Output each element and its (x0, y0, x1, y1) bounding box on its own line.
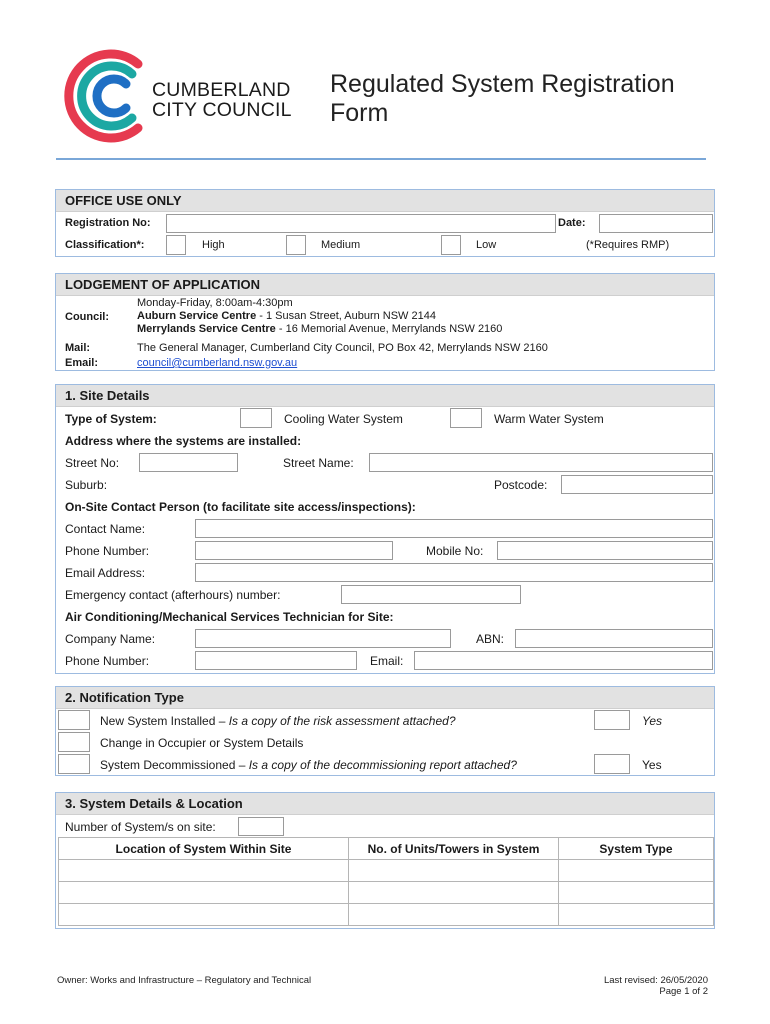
type-of-system-row (56, 407, 714, 429)
auburn-centre-address: - 1 Susan Street, Auburn NSW 2144 (256, 310, 436, 322)
mobile-input[interactable] (497, 541, 713, 560)
decommissioned-text (100, 758, 517, 772)
units-cell[interactable] (349, 882, 559, 904)
system-type-cell[interactable] (559, 904, 714, 926)
registration-row (56, 212, 714, 234)
suburb-row (56, 473, 714, 495)
phone-number-label: Phone Number: (65, 544, 150, 558)
contact-heading-row (56, 495, 714, 517)
date-input[interactable] (599, 214, 713, 233)
system-type-cell[interactable] (559, 882, 714, 904)
decommissioning-yes-checkbox[interactable] (594, 754, 630, 774)
auburn-centre (137, 310, 502, 323)
title-line-1: Regulated System Registration (330, 70, 675, 98)
council-logo-text (152, 80, 292, 120)
low-label: Low (476, 239, 497, 251)
cooling-water-checkbox[interactable] (240, 408, 272, 428)
footer-owner: Owner: Works and Infrastructure – Regulatory and Technical (57, 975, 312, 986)
merrylands-centre-name: Merrylands Service Centre (137, 323, 276, 335)
medium-checkbox[interactable] (286, 235, 306, 255)
title-line-2: Form (330, 99, 389, 127)
site-details-heading: 1. Site Details (56, 385, 714, 407)
low-checkbox[interactable] (441, 235, 461, 255)
new-system-row (56, 709, 714, 731)
tech-phone-input[interactable] (195, 651, 357, 670)
contact-heading: On-Site Contact Person (to facilitate site access/inspections): (65, 500, 416, 514)
company-name-input[interactable] (195, 629, 451, 648)
footer-page-number: Page 1 of 2 (659, 986, 708, 997)
merrylands-centre (137, 323, 502, 336)
system-type-cell[interactable] (559, 860, 714, 882)
risk-assessment-yes-checkbox[interactable] (594, 710, 630, 730)
location-cell[interactable] (59, 882, 349, 904)
site-details-section (55, 384, 715, 674)
technician-heading-row (56, 605, 714, 627)
address-heading: Address where the systems are installed: (65, 434, 302, 448)
units-column-header: No. of Units/Towers in System (349, 838, 559, 860)
abn-label: ABN: (476, 632, 505, 646)
company-row (56, 627, 714, 649)
location-cell[interactable] (59, 904, 349, 926)
cooling-water-label: Cooling Water System (284, 412, 403, 426)
company-name-label: Company Name: (65, 632, 156, 646)
office-use-section (55, 189, 715, 257)
street-no-label: Street No: (65, 456, 120, 470)
auburn-centre-name: Auburn Service Centre (137, 310, 257, 322)
table-row (59, 860, 714, 882)
email-label: Email: (65, 357, 99, 369)
lodgement-section (55, 273, 715, 371)
document-title (330, 70, 675, 128)
system-type-column-header: System Type (559, 838, 714, 860)
emergency-contact-input[interactable] (341, 585, 521, 604)
table-row (59, 882, 714, 904)
council-logo-mark (58, 48, 158, 143)
lodgement-heading: LODGEMENT OF APPLICATION (56, 274, 714, 296)
council-email-link[interactable]: council@cumberland.nsw.gov.au (137, 357, 298, 369)
mail-label: Mail: (65, 342, 91, 354)
email-address-label: Email Address: (65, 566, 146, 580)
number-of-systems-row (56, 815, 714, 837)
number-of-systems-label: Number of System/s on site: (65, 820, 216, 834)
high-checkbox[interactable] (166, 235, 186, 255)
abn-input[interactable] (515, 629, 713, 648)
street-name-input[interactable] (369, 453, 713, 472)
merrylands-centre-address: - 16 Memorial Avenue, Merrylands NSW 2160 (275, 323, 503, 335)
table-row (59, 904, 714, 926)
medium-label: Medium (321, 239, 361, 251)
units-cell[interactable] (349, 860, 559, 882)
change-occupier-label: Change in Occupier or System Details (100, 736, 304, 750)
decommissioned-label: System Decommissioned – (100, 758, 249, 772)
notification-section (55, 686, 715, 776)
mail-row (56, 340, 714, 356)
council-details (137, 297, 502, 336)
new-system-checkbox[interactable] (58, 710, 90, 730)
tech-phone-label: Phone Number: (65, 654, 150, 668)
requires-rmp-note: (*Requires RMP) (586, 239, 670, 251)
table-header-row (59, 838, 714, 860)
system-details-table (58, 837, 714, 926)
technician-heading: Air Conditioning/Mechanical Services Technician for Site: (65, 610, 394, 624)
type-of-system-label: Type of System: (65, 412, 157, 426)
tech-phone-row (56, 649, 714, 673)
street-name-label: Street Name: (283, 456, 354, 470)
risk-assessment-question: Is a copy of the risk assessment attached? (228, 714, 456, 728)
suburb-label: Suburb: (65, 478, 108, 492)
street-row (56, 451, 714, 473)
contact-name-row (56, 517, 714, 539)
warm-water-checkbox[interactable] (450, 408, 482, 428)
decommissioned-row (56, 753, 714, 775)
logo-line-1: CUMBERLAND (152, 79, 291, 101)
decommissioned-checkbox[interactable] (58, 754, 90, 774)
classification-label: Classification*: (65, 239, 145, 251)
new-system-label: New System Installed – (100, 714, 229, 728)
tech-email-input[interactable] (414, 651, 713, 670)
council-label: Council: (65, 311, 109, 323)
email-row (56, 356, 714, 370)
classification-row (56, 234, 714, 256)
phone-row (56, 539, 714, 561)
location-cell[interactable] (59, 860, 349, 882)
email-address-input[interactable] (195, 563, 713, 582)
office-use-heading: OFFICE USE ONLY (56, 190, 714, 212)
registration-input[interactable] (166, 214, 556, 233)
location-column-header: Location of System Within Site (59, 838, 349, 860)
emergency-row (56, 583, 714, 605)
phone-number-input[interactable] (195, 541, 393, 560)
email-address-row (56, 561, 714, 583)
decommissioning-yes-label: Yes (642, 758, 662, 772)
logo-line-2: CITY COUNCIL (152, 99, 292, 121)
tech-email-label: Email: (370, 654, 404, 668)
header-divider (56, 158, 706, 160)
footer-last-revised: Last revised: 26/05/2020 (603, 975, 708, 986)
date-label: Date: (558, 217, 586, 229)
units-cell[interactable] (349, 904, 559, 926)
office-hours: Monday-Friday, 8:00am-4:30pm (137, 297, 293, 309)
street-no-input[interactable] (139, 453, 238, 472)
decommissioning-question: Is a copy of the decommissioning report attached? (248, 758, 517, 772)
system-details-section (55, 792, 715, 929)
address-heading-row (56, 429, 714, 451)
mobile-label: Mobile No: (426, 544, 484, 558)
contact-name-label: Contact Name: (65, 522, 146, 536)
high-label: High (202, 239, 225, 251)
new-system-text (100, 714, 456, 728)
number-of-systems-input[interactable] (238, 817, 284, 836)
contact-name-input[interactable] (195, 519, 713, 538)
warm-water-label: Warm Water System (494, 412, 604, 426)
notification-heading: 2. Notification Type (56, 687, 714, 709)
council-row (56, 296, 714, 340)
mail-value: The General Manager, Cumberland City Council, PO Box 42, Merrylands NSW 2160 (137, 342, 548, 354)
risk-assessment-yes-label: Yes (642, 714, 663, 728)
registration-label: Registration No: (65, 217, 151, 229)
change-row (56, 731, 714, 753)
emergency-contact-label: Emergency contact (afterhours) number: (65, 588, 281, 602)
postcode-label: Postcode: (494, 478, 548, 492)
postcode-input[interactable] (561, 475, 713, 494)
footer-meta (604, 975, 708, 997)
change-occupier-checkbox[interactable] (58, 732, 90, 752)
system-details-heading: 3. System Details & Location (56, 793, 714, 815)
